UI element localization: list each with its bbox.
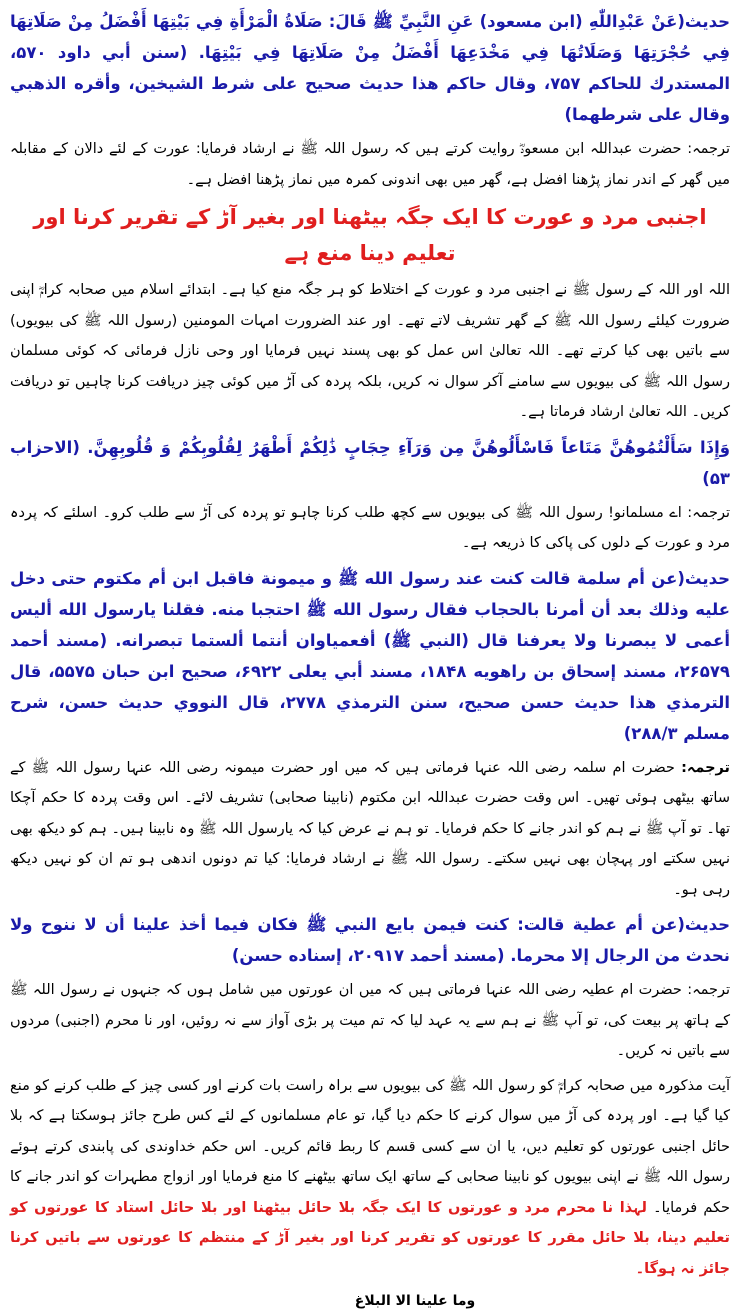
translation-label: ترجمہ: [681,759,730,776]
hadith-ibn-umm-maktum-translation [10,753,730,906]
conclusion-text: آیت مذکورہ میں صحابہ کرامؓ کو رسول اللہ ﷺ کی بیویوں سے براہ راست بات کرنے اور کسی چیز کے طلب کرنے کو منع کیا گیا ہے۔ اور پردہ کی آڑ میں سوال کرنے کا حکم دیا گیا، تو عام مسلمانوں کے لئے کس طرح جائز ہوسکتا ہے کہ بلا حائل اجنبی عورتوں کو تعلیم دیں، یا ان سے کسی قسم کا ربط قائم کریں۔ اس حکم خداوندی کی پابندی کرتے ہوئے رسول اللہ ﷺ نے اپنی بیویوں کو نابینا صحابی کے ساتھ ایک ساتھ بیٹھنے کا منع فرمایا اور ازواج مطہرات کو اندر جانے کا حکم فرمایا۔ [10,1077,731,1216]
hadith-ibn-umm-maktum-arabic: حديث(عن أم سلمة قالت كنت عند رسول الله ﷺ و ميمونة فاقبل ابن أم مكتوم حتى دخل عليه وذلك بعد أن أمرنا بالحجاب فقال رسول الله ﷺ احتجبا منه. فقلنا يارسول الله أليس أعمى لا يبصرنا ولا يعرفنا قال (النبي ﷺ) أفعمياوان أنتما ألستما تبصرانه. (مسند أحمد ۲۶۵۷۹، مسند إسحاق بن راهويه ۱۸۴۸، مسند أبي يعلى ۶۹۲۲، صحيح ابن حبان ۵۵۷۵، قال الترمذي هذا حديث حسن صحيح، سنن الترمذي ۲۷۷۸، قال النووي حديث حسن، شرح مسلم ۲۸۸/۳) [10,568,731,743]
hadith-umm-atiyya-arabic: حديث(عن أم عطية قالت: كنت فيمن بايع النبي ﷺ فكان فيما أخذ علينا أن لا ننوح ولا نحدث من الرجال إلا محرما. (مسند أحمد ۲۰۹۱۷، إسناده حسن) [10,915,730,965]
conclusion-paragraph [10,1071,730,1285]
hadith-umm-atiyya-translation: ترجمہ: حضرت ام عطیہ رضی اللہ عنہا فرماتی ہیں کہ میں ان عورتوں میں شامل ہوں کہ جنہوں نے رسول اللہ ﷺ کے ہاتھ پر بیعت کی، تو آپ ﷺ نے ہم سے یہ عہد لیا کہ تم میت پر بڑی آواز سے نہ روئیں، اور نا محرم (اجنبی) مردوں سے باتیں نہ کریں۔ [10,982,730,1059]
hadith-umm-salama-prayer-arabic: حديث(عَنْ عَبْدِاللّٰهِ (ابن مسعود) عَنِ النَّبِيِّ ﷺ قَالَ: صَلَاةُ الْمَرْأَةِ فِي بَيْتِهَا أَفْضَلُ مِنْ صَلَاتِهَا فِي حُجْرَتِهَا وَصَلَاتُهَا فِي مَخْدَعِهَا أَفْضَلُ مِنْ صَلَاتِهَا فِي بَيْتِهَا. (سنن أبي داود ۵۷۰، المستدرك للحاكم ۷۵۷، وقال حاكم هذا حديث صحيح على شرط الشيخين، وأقره الذهبي وقال على شرطهما) [10,12,730,124]
intro-paragraph: اللہ اور اللہ کے رسول ﷺ نے اجنبی مرد و عورت کے اختلاط کو ہر جگہ منع کیا ہے۔ ابتدائے اسلام میں صحابہ کرامؓ اپنی ضرورت کیلئے رسول اللہ ﷺ کے گھر تشریف لاتے تھے۔ اور عند الضرورت امہات المومنین (رسول اللہ ﷺ کی بیویوں) سے باتیں بھی کیا کرتے تھے۔ اللہ تعالیٰ اس عمل کو بھی پسند نہیں فرمایا اور وحی نازل فرمائی کہ کوئی مسلمان رسول اللہ ﷺ کی بیویوں سے سامنے آکر سوال نہ کریں، بلکہ پردہ کی آڑ میں کوئی چیز دریافت کرنا چاہیں تو دریافت کریں۔ اللہ تعالیٰ ارشاد فرماتا ہے۔ [10,282,730,420]
ayah-translation: ترجمہ: اے مسلمانو! رسول اللہ ﷺ کی بیویوں سے کچھ طلب کرنا چاہو تو پردہ کی آڑ سے طلب کرو۔ اسلئے کہ پردہ مرد و عورت کے دلوں کی پاکی کا ذریعہ ہے۔ [10,504,730,551]
hadith-prayer-translation: ترجمہ: حضرت عبداللہ ابن مسعودؓ روایت کرتے ہیں کہ رسول اللہ ﷺ نے ارشاد فرمایا: عورت کے لئے دالان کے مقابلہ میں گھر کے اندر نماز پڑھنا افضل ہے، گھر میں بھی اندونی کمرہ میں نماز پڑھنا افضل ہے۔ [10,141,730,188]
closing-line: وما علينا الا البلاغ [354,1293,476,1309]
section-heading: اجنبی مرد و عورت کا ایک جگہ بیٹھنا اور بغیر آڑ کے تقریر کرنا اور تعلیم دینا منع ہے [33,205,707,265]
translation-text: حضرت ام سلمہ رضی اللہ عنہا فرماتی ہیں کہ میں اور حضرت میمونہ رضی اللہ عنہا رسول اللہ ﷺ کے ساتھ بیٹھی ہوئی تھیں۔ اس وقت حضرت عبداللہ ابن مکتوم (نابینا صحابی) تشریف لائے۔ اس وقت پردہ کا حکم آچکا تھا۔ تو آپ ﷺ نے ہم کو اندر جانے کا حکم فرمایا۔ تو ہم نے عرض کیا کہ یارسول اللہ ﷺ وہ نابینا ہیں۔ ہم کو دیکھ بھی نہیں سکتے اور پہچان بھی نہیں سکتے۔ رسول اللہ ﷺ نے ارشاد فرمایا: کیا تم دونوں اندھی ہو تم ان کو نہیں دیکھ رہی ہو۔ [10,759,730,898]
quran-ayah: وَإِذَا سَأَلْتُمُوهُنَّ مَتَاعاً فَاسْأَلُوهُنَّ مِن وَرَآءِ حِجَابٍ ذَٰلِكُمْ أَطْهَرُ لِقُلُوبِكُمْ وَ قُلُوبِهِنَّ. (الاحزاب ۵۳) [10,437,730,488]
conclusion-ruling: لہذا نا محرم مرد و عورتوں کا ایک جگہ بلا حائل بیٹھنا اور بلا حائل استاد کا عورتوں کو تعلیم دینا، بلا حائل مقرر کا عورتوں کو تقریر کرنا اور بغیر آڑ کے منتظم کا عورتوں سے باتیں کرنا جائز نہ ہوگا۔ [10,1199,730,1277]
